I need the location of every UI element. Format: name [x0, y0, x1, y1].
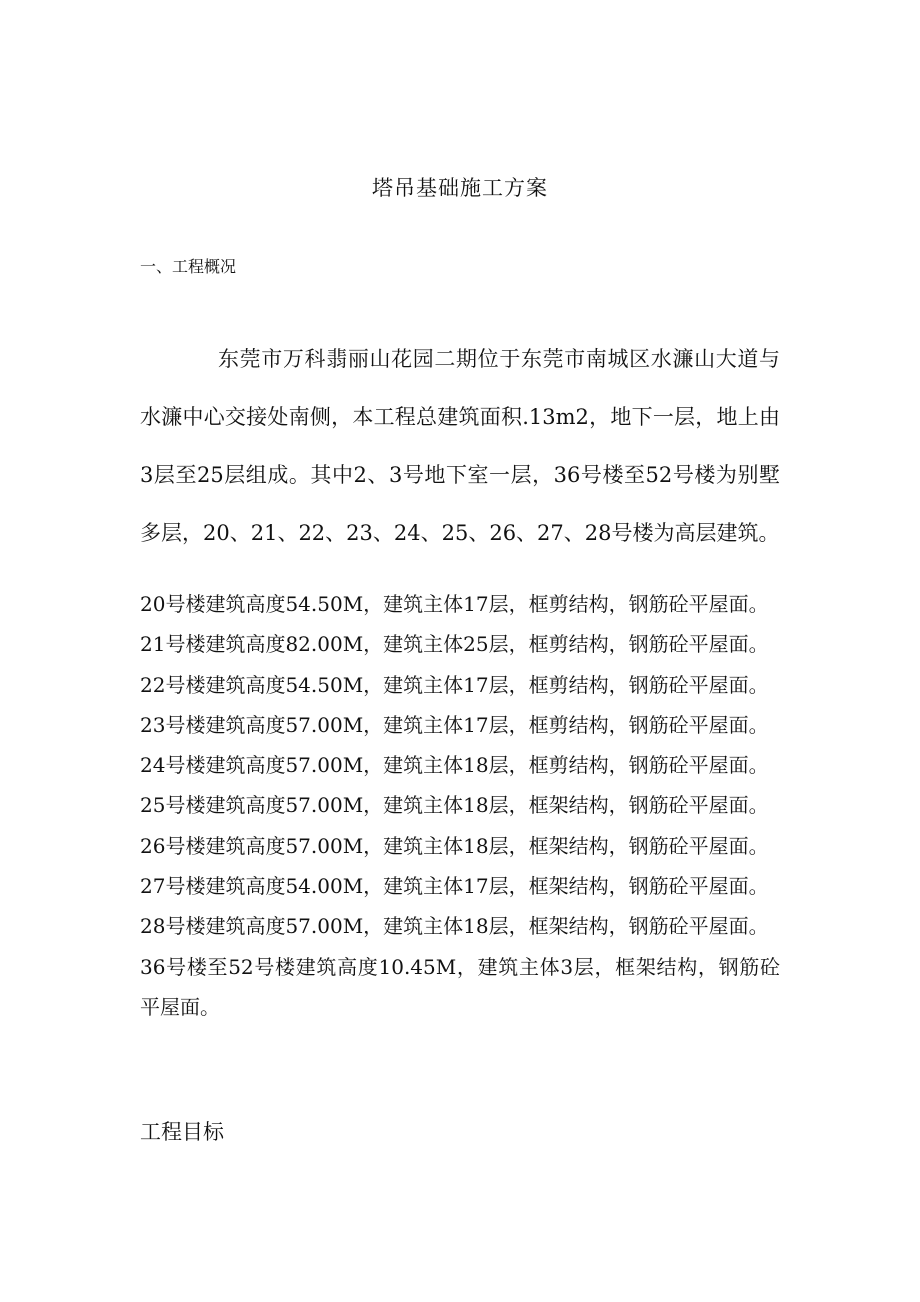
- building-spec-item: 36号楼至52号楼建筑高度10.45M，建筑主体3层，框架结构，钢筋砼平屋面。: [140, 954, 780, 1019]
- building-spec-item: 23号楼建筑高度57.00M，建筑主体17层，框剪结构，钢筋砼平屋面。: [140, 712, 769, 737]
- building-spec-item: 26号楼建筑高度57.00M，建筑主体18层，框架结构，钢筋砼平屋面。: [140, 833, 769, 858]
- section-heading-project-overview: 一、工程概况: [140, 257, 237, 276]
- document-title: 塔吊基础施工方案: [372, 176, 548, 200]
- building-spec-item: 20号楼建筑高度54.50M，建筑主体17层，框剪结构，钢筋砼平屋面。: [140, 592, 769, 616]
- building-spec-item: 27号楼建筑高度54.00M，建筑主体17层，框架结构，钢筋砼平屋面。: [140, 874, 769, 899]
- building-spec-item: 28号楼建筑高度57.00M，建筑主体18层，框架结构，钢筋砼平屋面。: [140, 914, 769, 939]
- intro-paragraph: 东莞市万科翡丽山花园二期位于东莞市南城区水濂山大道与水濂中心交接处南侧，本工程总建筑面积.13m2，地下一层，地上由3层至25层组成。其中2、3号地下室一层，36号楼至52号楼为别墅多层，20、21、22、23、24、25、26、27、28号楼为高层建筑。: [140, 347, 780, 545]
- building-spec-item: 21号楼建筑高度82.00M，建筑主体25层，框剪结构，钢筋砼平屋面。: [140, 632, 769, 657]
- building-spec-list: [140, 584, 780, 1027]
- section-heading-project-goal: 工程目标: [140, 1120, 224, 1144]
- building-spec-item: 25号楼建筑高度57.00M，建筑主体18层，框架结构，钢筋砼平屋面。: [140, 793, 769, 818]
- building-spec-item: 22号楼建筑高度54.50M，建筑主体17层，框剪结构，钢筋砼平屋面。: [140, 672, 769, 697]
- building-spec-item: 24号楼建筑高度57.00M，建筑主体18层，框剪结构，钢筋砼平屋面。: [140, 753, 769, 778]
